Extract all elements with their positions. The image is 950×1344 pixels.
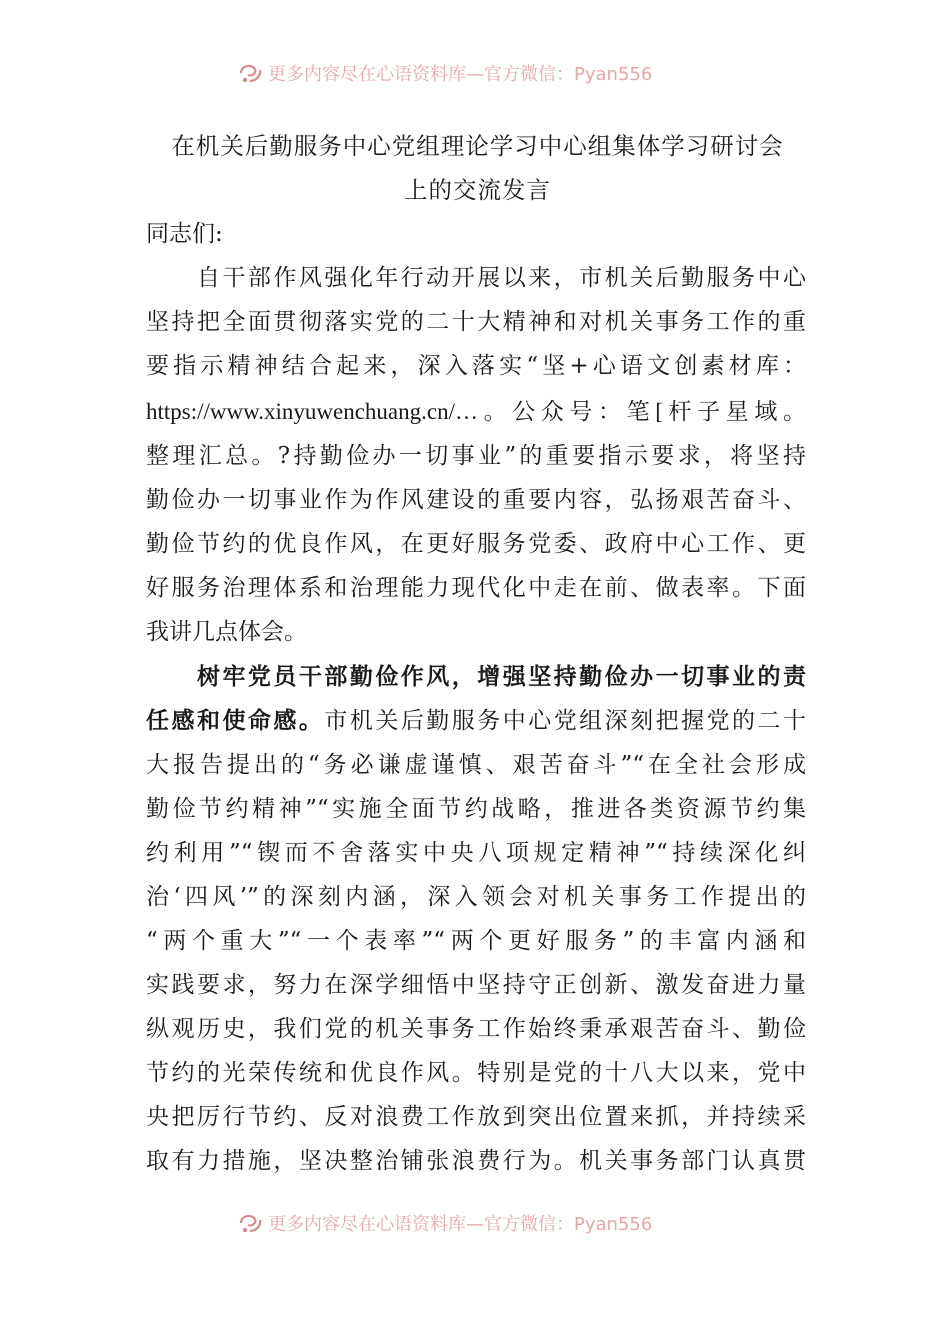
section-heading-line-2 xyxy=(146,699,806,743)
body-line: 大报告提出的“务必谦虚谨慎、艰苦奋斗”“在全社会形成 xyxy=(146,752,806,778)
watermark-text: 更多内容尽在心语资料库—官方微信：Pyan556 xyxy=(268,1214,653,1235)
body-line: 实践要求，努力在深学细悟中坚持守正创新、激发奋进力量 xyxy=(146,972,806,998)
body-line: 勤俭节约的优良作风，在更好服务党委、政府中心工作、更 xyxy=(146,531,806,557)
section-text: 市机关后勤服务中心党组深刻把握党的二十 xyxy=(324,708,806,734)
body-line: 坚持把全面贯彻落实党的二十大精神和对机关事务工作的重 xyxy=(146,309,806,335)
section-heading-tail: 任感和使命感。 xyxy=(146,707,325,734)
body-line: 勤俭办一切事业作为作风建设的重要内容，弘扬艰苦奋斗、 xyxy=(146,487,806,513)
body-line-url: https://www.xinyuwenchuang.cn/…。公众号：笔[杆子星域。 xyxy=(146,399,806,424)
watermark-text: 更多内容尽在心语资料库—官方微信：Pyan556 xyxy=(268,64,653,85)
body-line: 我讲几点体会。 xyxy=(146,619,307,645)
body-line: 要指示精神结合起来，深入落实“坚+心语文创素材库： xyxy=(146,353,806,379)
watermark-logo-icon xyxy=(238,61,264,85)
body-line: 整理汇总。?持勤俭办一切事业”的重要指示要求，将坚持 xyxy=(146,443,806,469)
body-line: 节约的光荣传统和优良作风。特别是党的十八大以来，党中 xyxy=(146,1060,806,1086)
body-line: 勤俭节约精神”“实施全面节约战略，推进各类资源节约集 xyxy=(146,796,806,822)
body-line: 自干部作风强化年行动开展以来，市机关后勤服务中心 xyxy=(146,265,806,291)
body-line: 治‘四风’”的深刻内涵，深入领会对机关事务工作提出的 xyxy=(146,884,806,910)
body-line: 取有力措施，坚决整治铺张浪费行为。机关事务部门认真贯 xyxy=(146,1148,806,1174)
header-watermark xyxy=(238,60,738,86)
body-line: 约利用”“锲而不舍落实中央八项规定精神”“持续深化纠 xyxy=(146,840,806,866)
body-line: 纵观历史，我们党的机关事务工作始终秉承艰苦奋斗、勤俭 xyxy=(146,1016,806,1042)
salutation: 同志们: xyxy=(146,221,223,247)
body-line: “两个重大”“一个表率”“两个更好服务”的丰富内涵和 xyxy=(146,928,806,954)
section-heading-line: 树牢党员干部勤俭作风，增强坚持勤俭办一切事业的责 xyxy=(146,663,806,690)
document-title-line-2: 上的交流发言 xyxy=(404,176,551,204)
body-line: 好服务治理体系和治理能力现代化中走在前、做表率。下面 xyxy=(146,575,806,601)
footer-watermark xyxy=(238,1210,738,1236)
body-line: 央把厉行节约、反对浪费工作放到突出位置来抓，并持续采 xyxy=(146,1104,806,1130)
watermark-logo-icon xyxy=(238,1211,264,1235)
document-title-line-1: 在机关后勤服务中心党组理论学习中心组集体学习研讨会 xyxy=(171,132,784,160)
